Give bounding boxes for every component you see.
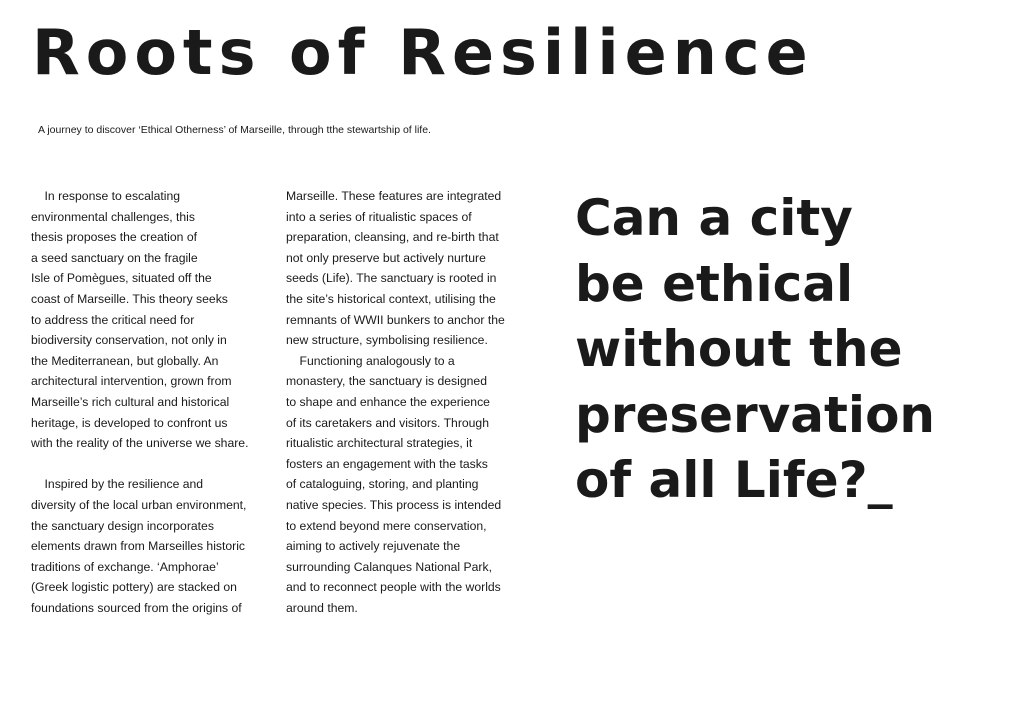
body-paragraph-4: Functioning analogously to a monastery, the sanctuary is designed to shape and enhance the experience of its caretakers and visitors. Through ritualistic architectural strategies, it fosters an engagement with the tasks of cataloguing, storing, and planting native species. This process is intended to extend beyond mere conservation, aiming to actively rejuvenate the surrounding Calanques National Park, and to reconnect people with the worlds around them. xyxy=(286,353,502,615)
body-column-left xyxy=(31,186,281,618)
pull-question: Can a city be ethical without the preservation of all Life?_ xyxy=(575,189,936,509)
body-paragraph-1: In response to escalating environmental challenges, this thesis proposes the creation of a seed sanctuary on the fragile Isle of Pomègues, situated off the coast of Marseille. This theory seeks to address the critical need for biodiversity conservation, not only in the Mediterranean, but globally. An architectural intervention, grown from Marseille’s rich cultural and historical heritage, is developed to confront us with the reality of the universe we share. xyxy=(31,189,249,451)
paragraph-gap xyxy=(31,454,281,475)
body-column-right xyxy=(286,186,546,618)
body-paragraph-3: Marseille. These features are integrated into a series of ritualistic spaces of preparation, cleansing, and re-birth that not only preserve but actively nurture seeds (Life). The sanctuary is rooted in the site’s historical context, utilising the remnants of WWII bunkers to anchor the new structure, symbolising resilience. xyxy=(286,189,505,348)
subtitle: A journey to discover ‘Ethical Otherness’ of Marseille, through tthe stewartship of life. xyxy=(38,124,431,136)
body-paragraph-2: Inspired by the resilience and diversity of the local urban environment, the sanctuary design incorporates elements drawn from Marseilles historic traditions of exchange. ‘Amphorae’ (Greek logistic pottery) are stacked on foundations sourced from the origins of xyxy=(31,477,247,615)
page-title: Roots of Resilience xyxy=(32,16,814,89)
